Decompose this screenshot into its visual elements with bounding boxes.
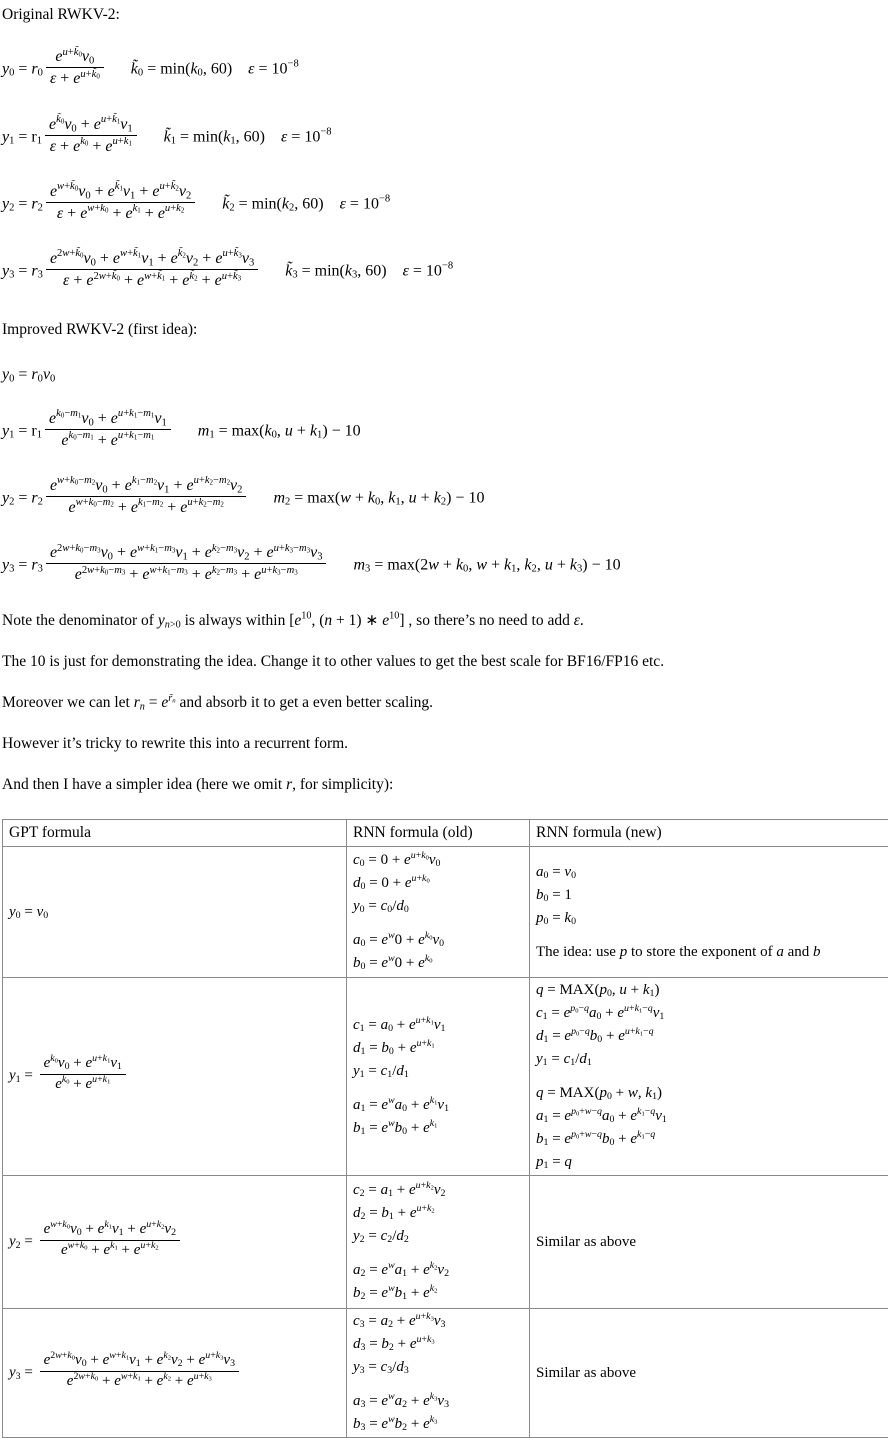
formula-line: [353, 918, 523, 929]
formula-line: $c_1 = a_0 + e^{u+k_1}v_1$: [353, 1014, 523, 1037]
table-row-y1: [3, 978, 888, 1176]
cell-formula-lines: [536, 979, 882, 1174]
formula-line: $p_1 = q$: [536, 1151, 882, 1174]
heading-original-rwkv2: Original RWKV-2:: [2, 5, 886, 24]
cell-formula-lines: [353, 849, 523, 975]
formula-line: $b_2 = e^wb_1 + e^{k_2}$: [353, 1282, 523, 1305]
formula-line: [353, 1083, 523, 1094]
cell-formula-lines: [536, 1362, 882, 1385]
cell-y3-rnn-new: [530, 1309, 888, 1438]
cell-y1-rnn-old: [347, 978, 530, 1176]
formula-line: $b_3 = e^wb_2 + e^{k_3}$: [353, 1413, 523, 1436]
formula-line: $y_2 = c_2/d_2$: [353, 1225, 523, 1248]
formula-line: $p_0 = k_0$: [536, 907, 882, 930]
formula-line: The idea: use p to store the exponent of a and b: [536, 941, 882, 964]
formula-line: $c_1 = e^{p_0-q}a_0 + e^{u+k_1-q}v_1$: [536, 1002, 882, 1025]
equation-original-y0: $y_0 = r_0$ $\frac{e^{u+k̃_0}v_0}{\varepsilon + e^{u+k̃_0}}$ $k̃_0 = \min(k_0$, 60) $\varepsilon = 10^{-8}$: [2, 48, 886, 91]
cell-y3-gpt: [3, 1309, 347, 1438]
formula-line: [536, 930, 882, 941]
table-header-row: [3, 820, 888, 847]
cell-y2-rnn-old: [347, 1176, 530, 1309]
table-row-y0: [3, 847, 888, 978]
cell-y0-gpt: [3, 847, 347, 978]
table-row-y3: [3, 1309, 888, 1438]
cell-y2-rnn-new: [530, 1176, 888, 1309]
formula-line: $y_1 = c_1/d_1$: [353, 1060, 523, 1083]
formula-line: $b_0 = e^w0 + e^{k_0}$: [353, 952, 523, 975]
formula-line: [353, 1248, 523, 1259]
formula-line: Similar as above: [536, 1231, 882, 1254]
formula-line: $d_3 = b_2 + e^{u+k_3}$: [353, 1333, 523, 1356]
formula-line: $y_1 = c_1/d_1$: [536, 1048, 882, 1071]
note-simpler-idea: And then I have a simpler idea (here we omit r, for simplicity):: [2, 776, 886, 794]
equation-improved-y2: $y_2 = r_2$ $\frac{e^{w+k_0-m_2}v_0 + e^{k_1-m_2}v_1 + e^{u+k_2-m_2}v_2}{e^{w+k_0-m_2} + e^{k_1-m_2} + e^{u+k_2-m_2}}$ $m_2 = \max(w + k_0$, $k_1$, $u + k_2) - 10$: [2, 477, 886, 520]
cell-formula-lines: [536, 1231, 882, 1254]
column-header-rnn-formula-old: RNN formula (old): [347, 820, 530, 847]
formula-line: $q = MAX(p_0 + w$, $k_1$): [536, 1082, 882, 1105]
formula-line: $q = MAX(p_0$, $u + k_1$): [536, 979, 882, 1002]
heading-improved-rwkv2: Improved RWKV-2 (first idea):: [2, 320, 886, 339]
formula-line: $y_3 = c_3/d_3$: [353, 1356, 523, 1379]
equation-improved-y3: $y_3 = r_3$ $\frac{e^{2w+k_0-m_3}v_0 + e^{w+k_1-m_3}v_1 + e^{k_2-m_3}v_2 + e^{u+k_3-m_3}v_3}{e^{2w+k_0-m_3} + e^{w+k_1-m_3} + e^{k_2-m_3} + e^{u+k_3-m_3}}$ $m_3 = \max(2w + k_0$, $w + k_1$, $k_2$, $u + k_3) - 10$: [2, 544, 886, 587]
formula-line: $a_0 = v_0$: [536, 861, 882, 884]
column-header-rnn-formula-new: RNN formula (new): [530, 820, 888, 847]
equation-improved-y0: $y_0 = r_0v_0$: [2, 366, 886, 384]
formula-line: $b_0 = 1$: [536, 884, 882, 907]
equation-original-y2: $y_2 = r_2$ $\frac{e^{w+k̃_0}v_0 + e^{k̃_1}v_1 + e^{u+k̃_2}v_2}{\varepsilon + e^{w+k̃_0} + e^{k̃_1} + e^{u+k̃_2}}$ $k̃_2 = \min(k_2$, 60) $\varepsilon = 10^{-8}$: [2, 183, 886, 226]
cell-y0-rnn-new: [530, 847, 888, 978]
formula-line: $d_0 = 0 + e^{u+k_0}$: [353, 872, 523, 895]
cell-formula-lines: [536, 861, 882, 964]
column-header-gpt-formula: GPT formula: [3, 820, 347, 847]
cell-y1-rnn-new: [530, 978, 888, 1176]
formula-line: $d_2 = b_1 + e^{u+k_2}$: [353, 1202, 523, 1225]
formula-line: $c_2 = a_1 + e^{u+k_2}v_2$: [353, 1179, 523, 1202]
formula-comparison-table: [2, 819, 888, 1438]
equation-original-y3: $y_3 = r_3$ $\frac{e^{2w+k̃_0}v_0 + e^{w+k̃_1}v_1 + e^{k̃_2}v_2 + e^{u+k̃_3}v_3}{\varepsilon + e^{2w+k̃_0} + e^{w+k̃_1} + e^{k̃_2} + e^{u+k̃_3}}$ $k̃_3 = \min(k_3$, 60) $\varepsilon = 10^{-8}$: [2, 250, 886, 293]
cell-formula-lines: [353, 1179, 523, 1305]
cell-y3-rnn-old: [347, 1309, 530, 1438]
formula-line: $b_1 = e^{p_0+w-q}b_0 + e^{k_1-q}$: [536, 1128, 882, 1151]
note-scale-for-bf16: The 10 is just for demonstrating the idea. Change it to other values to get the best scale for BF16/FP16 etc.: [2, 653, 886, 671]
note-tricky-recurrent: However it’s tricky to rewrite this into a recurrent form.: [2, 735, 886, 753]
cell-formula-lines: [353, 1014, 523, 1140]
formula-line: $y_1$ = $\frac{e^{k_0}v_0 + e^{u+k_1}v_1}{e^{k_0} + e^{u+k_1}}$: [9, 1056, 340, 1097]
formula-line: $y_0 = c_0/d_0$: [353, 895, 523, 918]
note-denominator-range: Note the denominator of $y_{n>0}$ is always within [$e^{10}$, (n + 1) ∗ $e^{10}$] , so there’s no need to add ε.: [2, 611, 886, 630]
equation-original-y1: $y_1 = r_1$ $\frac{e^{k̃_0}v_0 + e^{u+k̃_1}v_1}{\varepsilon + e^{k̃_0} + e^{u+k̃_1}}$ $k̃_1 = \min(k_1$, 60) $\varepsilon = 10^{-8}$: [2, 116, 886, 159]
table-row-y2: [3, 1176, 888, 1309]
cell-y0-rnn-old: [347, 847, 530, 978]
cell-y2-gpt: [3, 1176, 347, 1309]
formula-line: [536, 1071, 882, 1082]
formula-line: $y_3$ = $\frac{e^{2w+k_0}v_0 + e^{w+k_1}v_1 + e^{k_2}v_2 + e^{u+k_3}v_3}{e^{2w+k_0} + e^{w+k_1} + e^{k_2} + e^{u+k_3}}$: [9, 1353, 340, 1394]
formula-line: $d_1 = e^{p_0-q}b_0 + e^{u+k_1-q}$: [536, 1025, 882, 1048]
cell-y1-gpt: [3, 978, 347, 1176]
formula-line: $c_0 = 0 + e^{u+k_0}v_0$: [353, 849, 523, 872]
formula-line: $y_2$ = $\frac{e^{w+k_0}v_0 + e^{k_1}v_1 + e^{u+k_2}v_2}{e^{w+k_0} + e^{k_1} + e^{u+k_2}}$: [9, 1222, 340, 1263]
formula-line: $a_1 = e^{p_0+w-q}a_0 + e^{k_1-q}v_1$: [536, 1105, 882, 1128]
formula-line: $c_3 = a_2 + e^{u+k_3}v_3$: [353, 1310, 523, 1333]
formula-line: $d_1 = b_0 + e^{u+k_1}$: [353, 1037, 523, 1060]
equation-improved-y1: $y_1 = r_1$ $\frac{e^{k_0-m_1}v_0 + e^{u+k_1-m_1}v_1}{e^{k_0-m_1} + e^{u+k_1-m_1}}$ $m_1 = \max(k_0$, $u + k_1) - 10$: [2, 410, 886, 453]
formula-line: Similar as above: [536, 1362, 882, 1385]
note-absorb-r-scaling: Moreover we can let $r_n = e^{r̃_n}$ and absorb it to get a even better scaling.: [2, 694, 886, 712]
cell-formula-lines: [353, 1310, 523, 1436]
formula-line: $a_2 = e^wa_1 + e^{k_2}v_2$: [353, 1259, 523, 1282]
formula-line: $a_1 = e^wa_0 + e^{k_1}v_1$: [353, 1094, 523, 1117]
formula-line: $a_3 = e^wa_2 + e^{k_3}v_3$: [353, 1390, 523, 1413]
formula-line: $b_1 = e^wb_0 + e^{k_1}$: [353, 1117, 523, 1140]
formula-line: [353, 1379, 523, 1390]
formula-line: $a_0 = e^w0 + e^{k_0}v_0$: [353, 929, 523, 952]
formula-line: $y_0 = v_0$: [9, 904, 340, 921]
